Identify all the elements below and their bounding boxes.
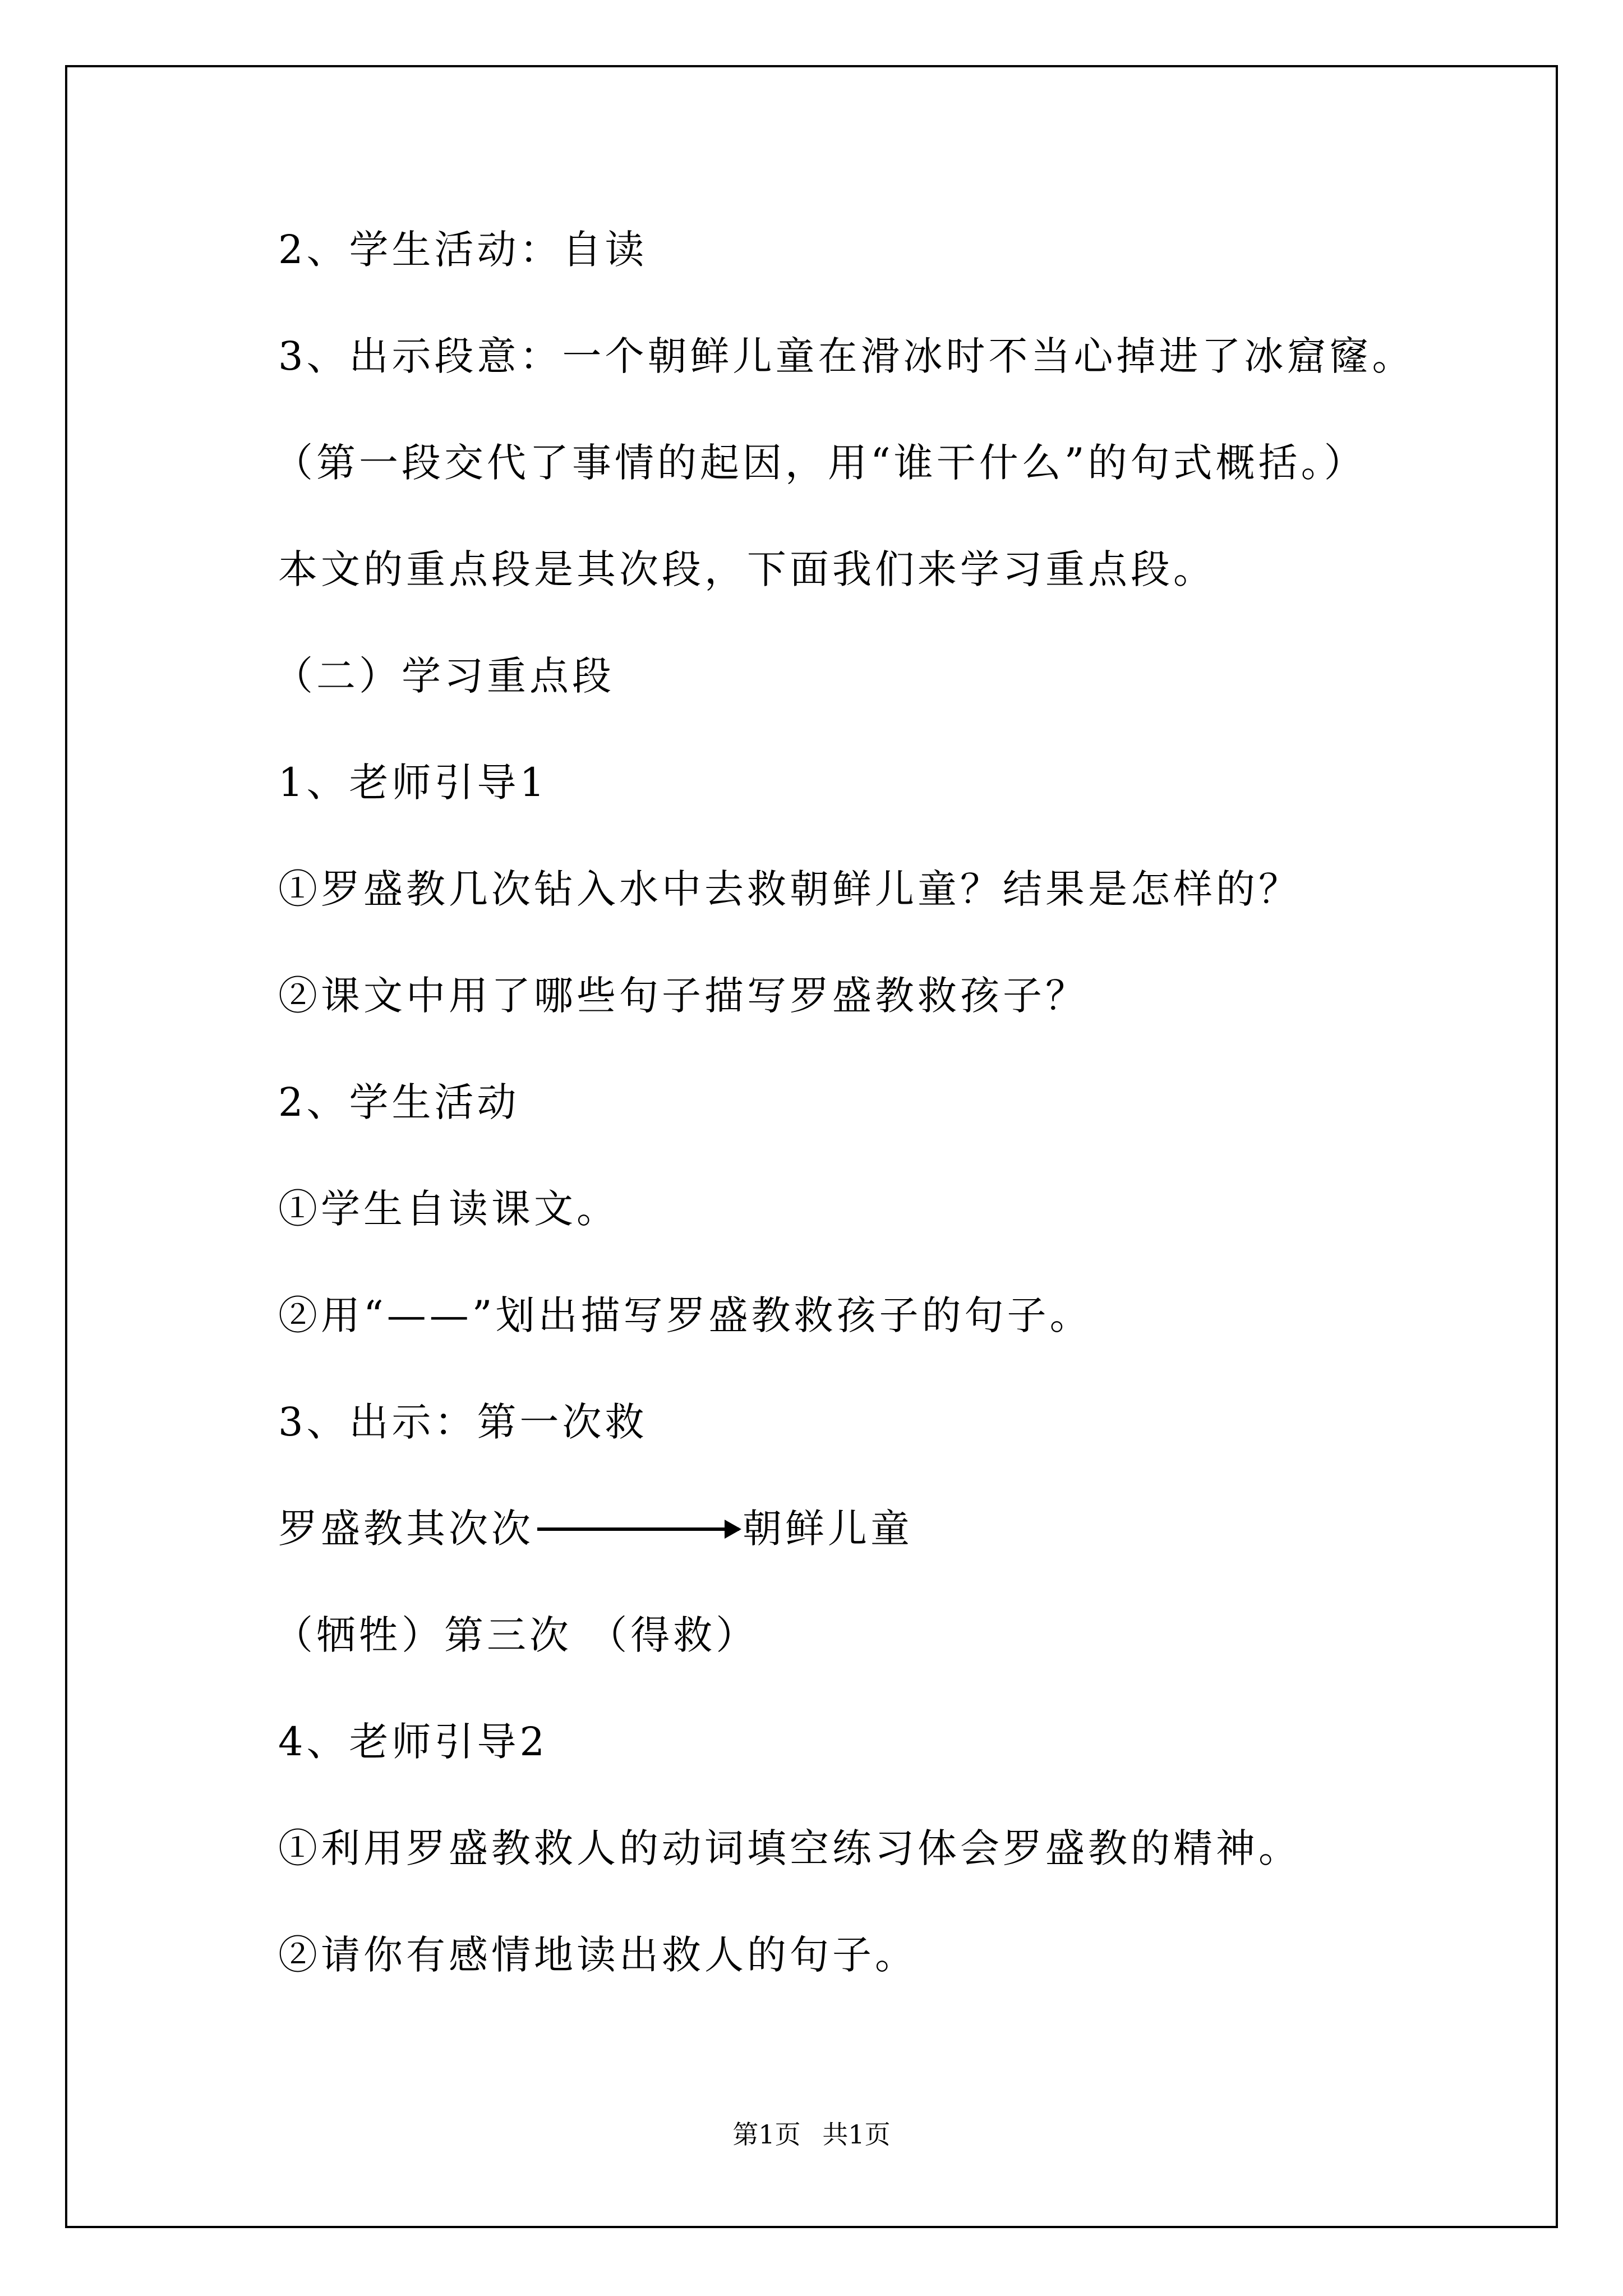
- text-line: 4、老师引导2: [278, 1719, 548, 1765]
- page-footer: [0, 2118, 1623, 2151]
- text-line: 2、学生活动：自读: [278, 227, 648, 273]
- text-line: ①学生自读课文。: [278, 1186, 619, 1232]
- diagram-right-text: 朝鲜儿童: [743, 1506, 913, 1552]
- text-line: ②课文中用了哪些句子描写罗盛教救孩子？: [278, 973, 1088, 1019]
- text-line: 1、老师引导1: [278, 760, 548, 806]
- text-line: ②请你有感情地读出救人的句子。: [278, 1932, 917, 1978]
- text-line: ①利用罗盛教救人的动词填空练习体会罗盛教的精神。: [278, 1825, 1301, 1871]
- text-line: （牺牲）第三次 （得救）: [274, 1612, 759, 1658]
- page-total: 共1页: [822, 2119, 891, 2150]
- page-border: [65, 65, 1558, 2228]
- page-number: 第1页: [732, 2119, 801, 2150]
- text-line: 3、出示：第一次救: [278, 1399, 648, 1445]
- diagram-line: [278, 1503, 913, 1554]
- text-line: 3、出示段意：一个朝鲜儿童在滑冰时不当心掉进了冰窟窿。: [278, 333, 1415, 379]
- text-line: （第一段交代了事情的起因，用“谁干什么”的句式概括。）: [274, 440, 1367, 486]
- section-heading: （二）学习重点段: [274, 653, 615, 699]
- text-line: ①罗盛教几次钻入水中去救朝鲜儿童？结果是怎样的？: [278, 866, 1301, 912]
- text-line: ②用“——”划出描写罗盛教救孩子的句子。: [278, 1292, 1092, 1338]
- text-line: 2、学生活动: [278, 1079, 520, 1125]
- text-line: 本文的重点段是其次段，下面我们来学习重点段。: [278, 546, 1216, 592]
- diagram-left-text: 罗盛教其次次: [278, 1506, 534, 1552]
- right-arrow-icon: [537, 1527, 739, 1531]
